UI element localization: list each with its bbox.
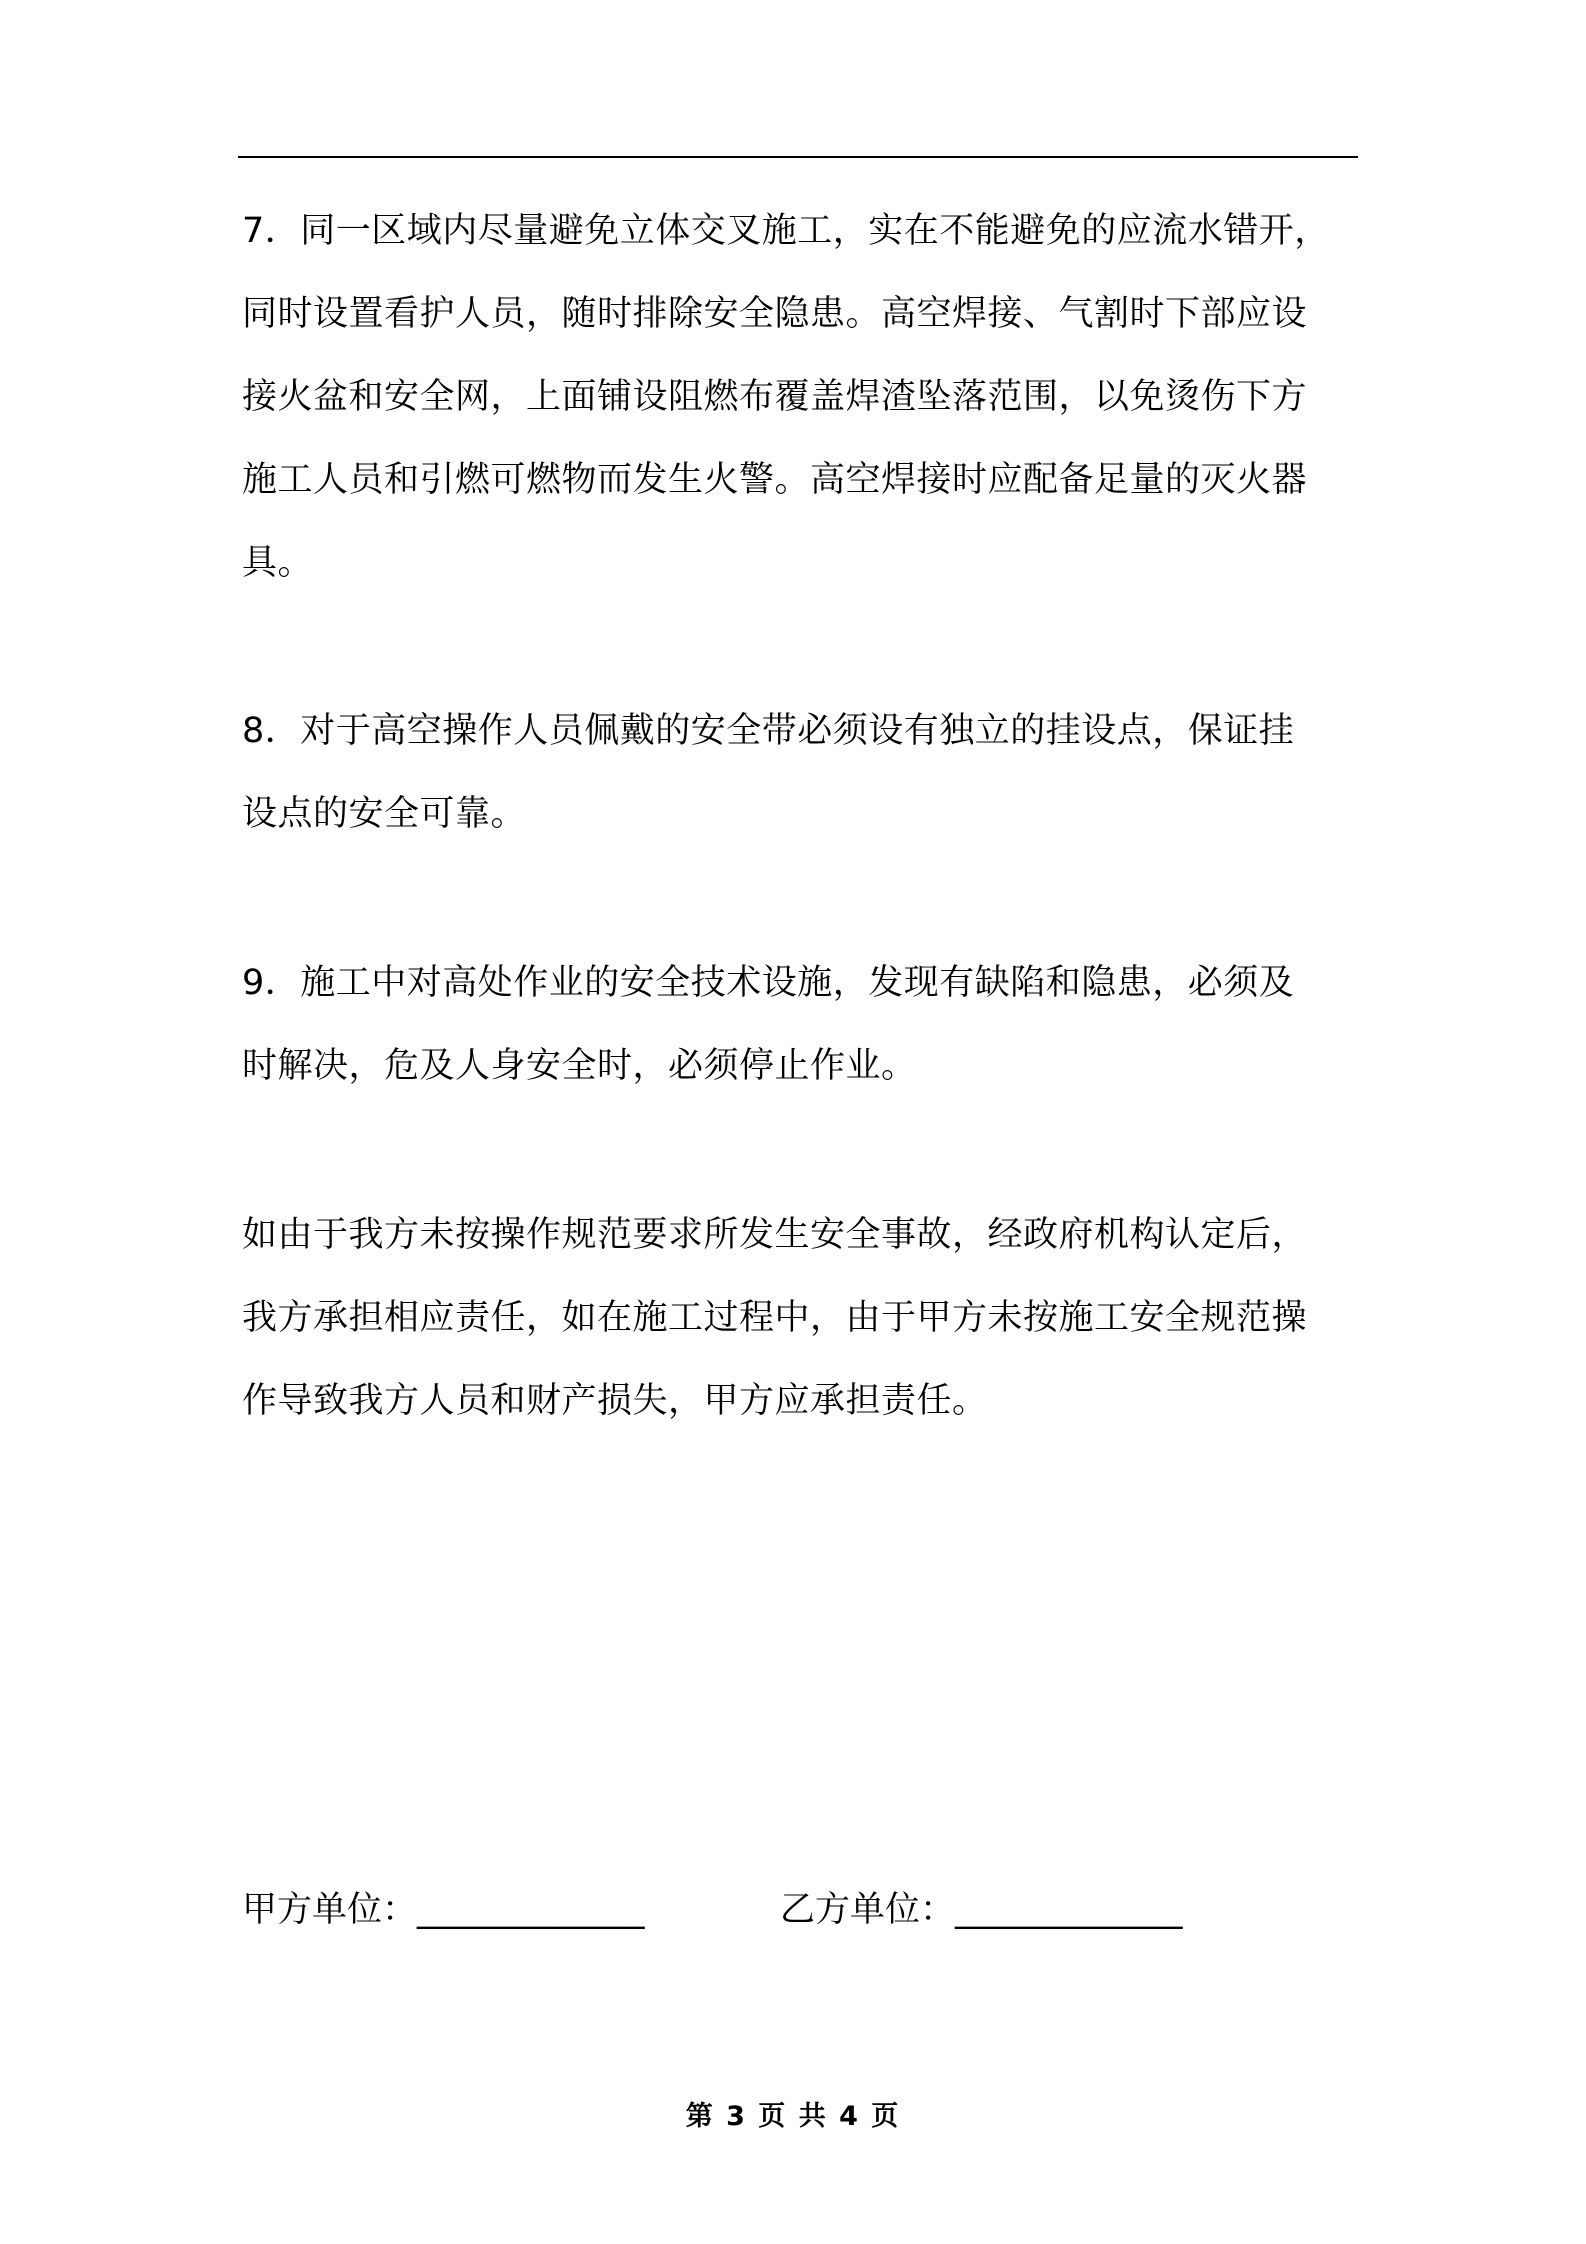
paragraph-item-9 bbox=[242, 942, 1372, 1108]
paragraph-line: 7．同一区域内尽量避免立体交叉施工，实在不能避免的应流水错开， bbox=[242, 211, 1330, 251]
page-number-footer: 第 3 页 共 4 页 bbox=[685, 2101, 901, 2132]
paragraph-line: 施工人员和引燃可燃物而发生火警。高空焊接时应配备足量的灭火器 bbox=[242, 460, 1308, 500]
paragraph-line: 我方承担相应责任，如在施工过程中，由于甲方未按施工安全规范操 bbox=[242, 1298, 1308, 1338]
paragraph-line: 时解决，危及人身安全时，必须停止作业。 bbox=[242, 1046, 917, 1086]
paragraph-line: 同时设置看护人员，随时排除安全隐患。高空焊接、气割时下部应设 bbox=[242, 294, 1308, 334]
party-b-signature-field: 乙方单位：_____________ bbox=[780, 1890, 1183, 1930]
paragraph-line: 如由于我方未按操作规范要求所发生安全事故，经政府机构认定后， bbox=[242, 1215, 1308, 1255]
paragraph-item-7 bbox=[242, 190, 1372, 605]
paragraph-item-8 bbox=[242, 690, 1372, 856]
paragraph-liability bbox=[242, 1194, 1372, 1443]
party-a-signature-field: 甲方单位：_____________ bbox=[242, 1890, 645, 1930]
paragraph-line: 8．对于高空操作人员佩戴的安全带必须设有独立的挂设点，保证挂 bbox=[242, 711, 1295, 751]
paragraph-line: 接火盆和安全网，上面铺设阻燃布覆盖焊渣坠落范围，以免烫伤下方 bbox=[242, 377, 1308, 417]
paragraph-line: 作导致我方人员和财产损失，甲方应承担责任。 bbox=[242, 1381, 988, 1421]
paragraph-line: 具。 bbox=[242, 543, 314, 583]
header-rule bbox=[238, 156, 1358, 158]
paragraph-line: 设点的安全可靠。 bbox=[242, 794, 527, 834]
paragraph-line: 9．施工中对高处作业的安全技术设施，发现有缺陷和隐患，必须及 bbox=[242, 963, 1295, 1003]
